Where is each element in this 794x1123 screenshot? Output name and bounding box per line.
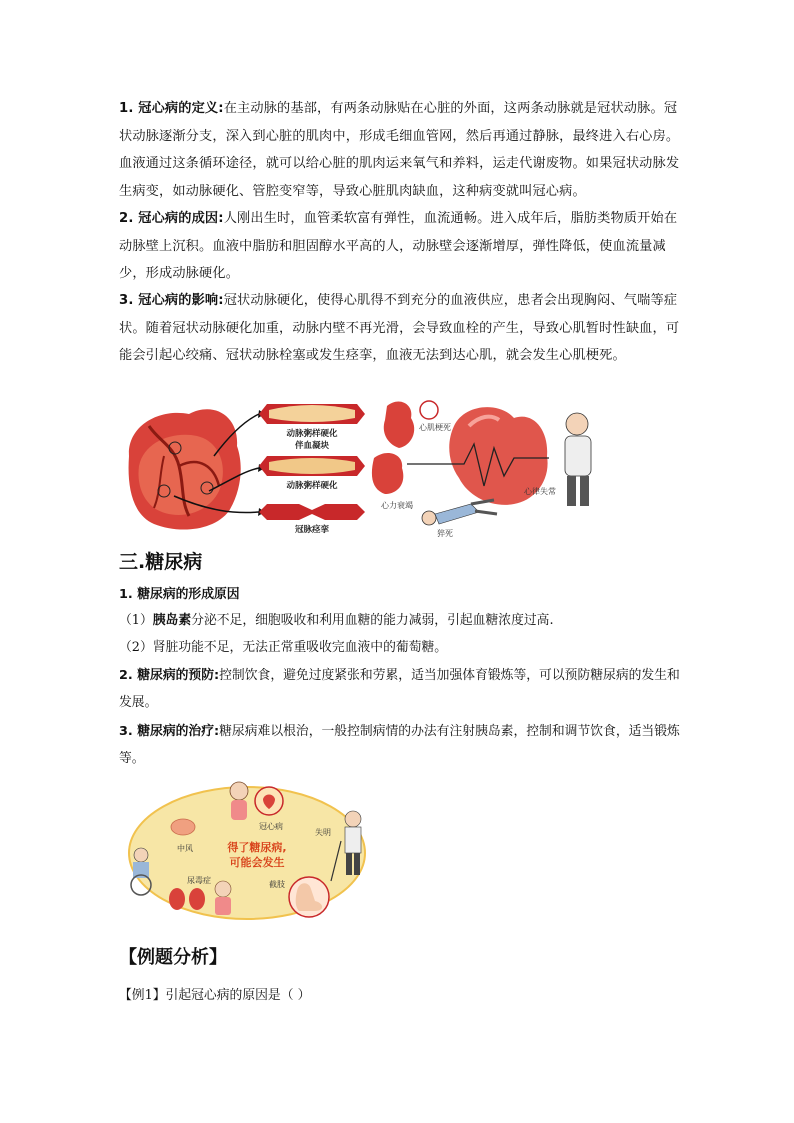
diabetes-cause-1: （1）胰岛素分泌不足，细胞吸收和利用血糖的能力减弱，引起血糖浓度过高. <box>119 613 554 628</box>
chest-pain-man-icon <box>565 413 591 506</box>
diabetes-illustration <box>119 771 375 933</box>
paragraph-effect <box>119 287 685 370</box>
diabetes-cause-heading: 1. 糖尿病的形成原因 <box>119 587 240 602</box>
definition-text: 在主动脉的基部，有两条动脉贴在心脏的外面，这两条动脉就是冠状动脉。冠状动脉逐渐分支，深入到心脏的肌肉中，形成毛细血管网，然后再通过静脉，最终进入右心房。血液通过这条循环途径，就可以给心脏的肌肉运来氧气和养料，运走代谢废物。如果冠状动脉发生病变，如动脉硬化、管腔变窄等，导致心脏肌肉缺血，这种病变就叫冠心病。 <box>119 101 680 199</box>
label-spasm: 冠脉痉挛 <box>294 525 330 535</box>
effect-text: 冠状动脉硬化，使得心肌得不到充分的血液供应，患者会出现胸闷、气喘等症状。随着冠状动脉硬化加重，动脉内壁不再光滑，会导致血栓的产生，导致心肌暂时性缺血，可能会引起心绞痛、冠状动脉栓塞或发生痉挛，血液无法到达心肌，就会发生心肌梗死。 <box>119 293 680 363</box>
label-atherosclerosis-clot: 动脉粥样硬化 <box>286 429 338 439</box>
diabetes-complications-figure <box>119 771 375 933</box>
girl-heart-icon <box>230 782 248 820</box>
example-analysis-title: 【例题分析】 <box>119 947 227 968</box>
girl-kidney-icon <box>215 881 231 915</box>
infarct-zoom-icon <box>420 401 438 419</box>
label-blindness: 失明 <box>315 828 331 837</box>
center-text-2: 可能会发生 <box>229 856 285 869</box>
center-text-1: 得了糖尿病, <box>227 841 287 854</box>
label-atherosclerosis: 动脉粥样硬化 <box>286 481 338 491</box>
label-amputation: 截肢 <box>269 880 285 889</box>
definition-label: 1. 冠心病的定义: <box>119 101 224 116</box>
label-arrhythmia: 心律失常 <box>524 487 556 496</box>
artery-atherosclerosis-clot-icon <box>259 404 365 424</box>
label-coronary: 冠心病 <box>259 822 283 831</box>
artery-spasm-icon <box>259 504 365 520</box>
artery-atherosclerosis-icon <box>259 456 365 476</box>
sudden-death-man-icon <box>422 500 497 525</box>
treatment-text: 糖尿病难以根治，一般控制病情的办法有注射胰岛素，控制和调节饮食，适当锻炼等。 <box>119 724 680 766</box>
heart-failure-icon <box>372 453 403 494</box>
prevention-text: 控制饮食，避免过度紧张和劳累，适当加强体育锻炼等，可以预防糖尿病的发生和发展。 <box>119 668 680 710</box>
paragraph-cause <box>119 205 685 288</box>
coronary-heart-disease-figure <box>119 396 619 538</box>
cause-label: 2. 冠心病的成因: <box>119 211 224 226</box>
cause-text: 人刚出生时，血管柔软富有弹性，血流通畅。进入成年后，脂肪类物质开始在动脉壁上沉积。血液中脂肪和胆固醇水平高的人，动脉壁会逐渐增厚，弹性降低，使血流量减少，形成动脉硬化。 <box>119 211 678 281</box>
paragraph-definition <box>119 95 685 205</box>
section-title-diabetes: 三.糖尿病 <box>119 551 203 573</box>
treatment-label: 3. 糖尿病的治疗: <box>119 724 220 739</box>
label-uremia: 尿毒症 <box>187 876 211 885</box>
heart-infarct-icon <box>384 402 414 448</box>
coronary-illustration <box>119 396 619 538</box>
example-1: 【例1】引起冠心病的原因是（ ） <box>119 988 311 1003</box>
label-sudden-death: 猝死 <box>437 529 453 538</box>
effect-label: 3. 冠心病的影响: <box>119 293 224 308</box>
label-with-clot: 伴血凝块 <box>294 441 330 451</box>
label-stroke: 中风 <box>177 844 193 853</box>
label-infarct: 心肌梗死 <box>419 423 451 432</box>
insulin-term: 胰岛素 <box>152 613 192 628</box>
diabetes-treatment <box>119 718 685 772</box>
label-failure: 心力衰竭 <box>381 501 413 510</box>
prevention-label: 2. 糖尿病的预防: <box>119 668 220 683</box>
diabetes-cause-2: （2）肾脏功能不足，无法正常重吸收完血液中的葡萄糖。 <box>119 640 448 655</box>
diabetes-prevention <box>119 662 685 716</box>
brain-icon <box>171 819 195 835</box>
